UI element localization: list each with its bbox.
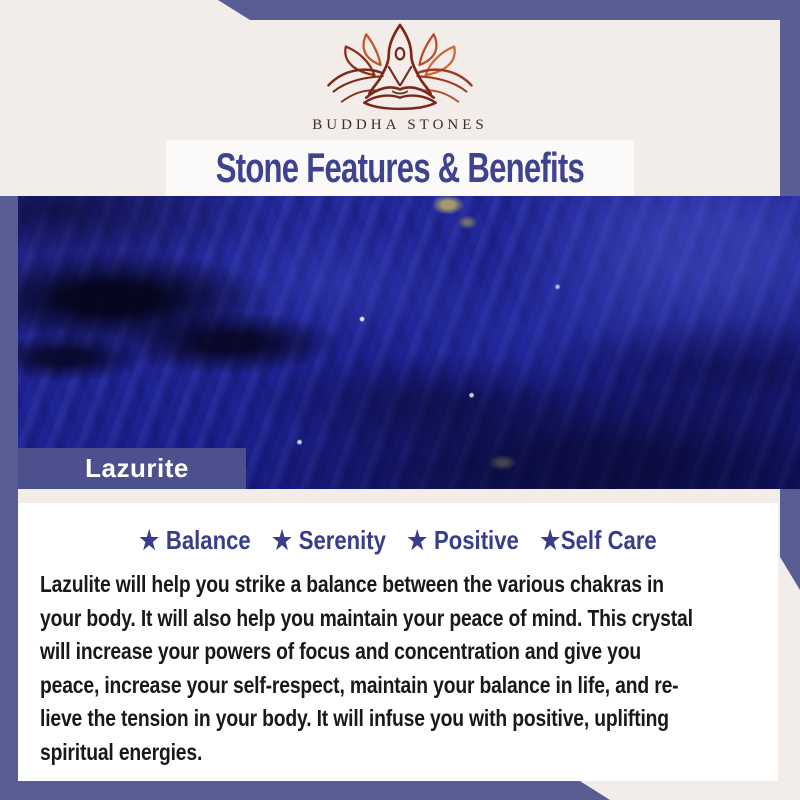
stone-name-ribbon (18, 448, 246, 489)
brand-name: BUDDHA STONES (312, 117, 488, 133)
benefit-label: Positive (434, 525, 519, 555)
page-title: Stone Features & Benefits (215, 144, 585, 191)
description-line: lieve the tension in your body. It will infuse you with positive, uplifting (40, 705, 669, 731)
frame-top-bar (0, 0, 800, 20)
lazurite-stone-photo (18, 196, 800, 489)
frame-left-bar (0, 196, 18, 800)
description-line: spiritual energies. (40, 738, 203, 765)
star-icon: ★ (272, 525, 292, 555)
benefit-label: Balance (165, 525, 251, 555)
description-line: will increase your powers of focus and concentration and give you (40, 638, 642, 664)
stone-description (40, 568, 778, 769)
star-icon: ★ (139, 525, 160, 555)
star-icon: ★ (540, 525, 561, 555)
benefit-label: Serenity (298, 525, 386, 555)
description-line: your body. It will also help you maintain your peace of mind. This crystal (40, 604, 693, 631)
benefit-tag (272, 525, 386, 555)
benefit-tag (540, 525, 656, 555)
benefit-tags (75, 525, 721, 556)
description-line: Lazulite will help you strike a balance between the various chakras in (40, 571, 664, 597)
title-band (166, 140, 634, 196)
lotus-meditation-icon (325, 22, 475, 114)
benefits-panel (18, 503, 778, 781)
benefit-tag (139, 525, 250, 555)
benefit-tag (407, 525, 518, 555)
benefit-label: Self Care (560, 525, 657, 555)
star-icon: ★ (407, 525, 428, 555)
frame-bottom-bar (0, 780, 610, 800)
stone-name-label: Lazurite (85, 453, 189, 483)
brand-header (0, 22, 800, 134)
description-line: peace, increase your self-respect, maintain your balance in life, and re- (40, 671, 679, 698)
